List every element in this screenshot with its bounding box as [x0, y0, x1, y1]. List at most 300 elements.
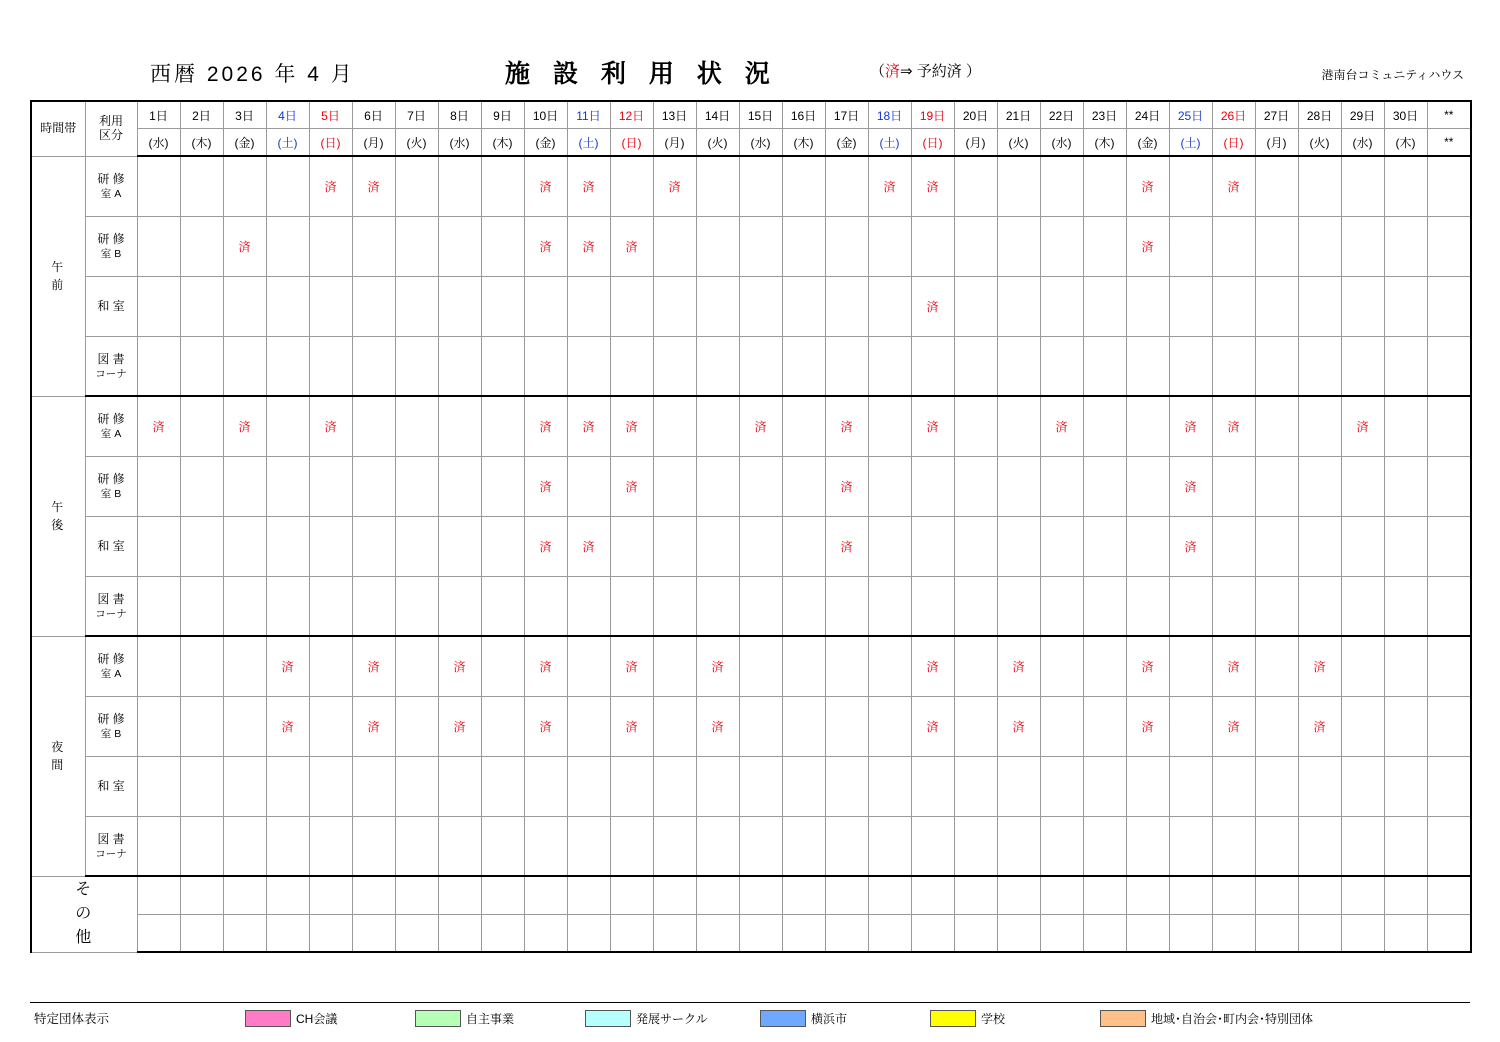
booking-cell[interactable]: [653, 636, 696, 696]
booking-cell[interactable]: [782, 816, 825, 876]
booking-cell[interactable]: [825, 636, 868, 696]
booking-cell[interactable]: [137, 576, 180, 636]
booking-cell[interactable]: [1169, 216, 1212, 276]
booking-cell[interactable]: [1298, 156, 1341, 216]
booking-cell[interactable]: 済: [567, 156, 610, 216]
booking-cell[interactable]: [481, 336, 524, 396]
booking-cell[interactable]: [1255, 696, 1298, 756]
booking-cell[interactable]: [309, 576, 352, 636]
booking-cell[interactable]: 済: [1298, 636, 1341, 696]
booking-cell[interactable]: [610, 156, 653, 216]
other-cell[interactable]: [1083, 876, 1126, 914]
other-cell[interactable]: [1126, 914, 1169, 952]
other-cell[interactable]: [1212, 876, 1255, 914]
other-cell[interactable]: [1040, 914, 1083, 952]
booking-cell[interactable]: [1212, 456, 1255, 516]
other-cell[interactable]: [1040, 876, 1083, 914]
booking-cell[interactable]: [1169, 576, 1212, 636]
booking-cell[interactable]: [997, 576, 1040, 636]
booking-cell[interactable]: [524, 336, 567, 396]
booking-cell[interactable]: [1083, 336, 1126, 396]
booking-cell[interactable]: [911, 216, 954, 276]
booking-cell[interactable]: 済: [352, 156, 395, 216]
booking-cell[interactable]: [653, 696, 696, 756]
booking-cell[interactable]: [567, 576, 610, 636]
booking-cell[interactable]: [1427, 336, 1471, 396]
booking-cell[interactable]: [1255, 816, 1298, 876]
booking-cell[interactable]: [1298, 816, 1341, 876]
booking-cell[interactable]: [266, 336, 309, 396]
booking-cell[interactable]: [1255, 636, 1298, 696]
other-cell[interactable]: [610, 876, 653, 914]
booking-cell[interactable]: [567, 816, 610, 876]
booking-cell[interactable]: [1126, 576, 1169, 636]
booking-cell[interactable]: [696, 396, 739, 456]
booking-cell[interactable]: [954, 696, 997, 756]
booking-cell[interactable]: [997, 516, 1040, 576]
other-cell[interactable]: [782, 876, 825, 914]
booking-cell[interactable]: [438, 156, 481, 216]
booking-cell[interactable]: [954, 336, 997, 396]
booking-cell[interactable]: [825, 156, 868, 216]
booking-cell[interactable]: [1384, 156, 1427, 216]
booking-cell[interactable]: [395, 696, 438, 756]
booking-cell[interactable]: [1212, 576, 1255, 636]
other-cell[interactable]: [438, 876, 481, 914]
booking-cell[interactable]: [1040, 816, 1083, 876]
booking-cell[interactable]: [1298, 396, 1341, 456]
booking-cell[interactable]: [1083, 156, 1126, 216]
other-cell[interactable]: [868, 914, 911, 952]
booking-cell[interactable]: [395, 276, 438, 336]
booking-cell[interactable]: [395, 576, 438, 636]
booking-cell[interactable]: [567, 456, 610, 516]
booking-cell[interactable]: [1169, 156, 1212, 216]
booking-cell[interactable]: [1040, 276, 1083, 336]
booking-cell[interactable]: 済: [137, 396, 180, 456]
booking-cell[interactable]: [266, 756, 309, 816]
other-cell[interactable]: [911, 914, 954, 952]
booking-cell[interactable]: [1427, 516, 1471, 576]
booking-cell[interactable]: [868, 696, 911, 756]
booking-cell[interactable]: [395, 756, 438, 816]
booking-cell[interactable]: [1040, 636, 1083, 696]
booking-cell[interactable]: [1083, 456, 1126, 516]
booking-cell[interactable]: [997, 216, 1040, 276]
booking-cell[interactable]: [1384, 636, 1427, 696]
booking-cell[interactable]: [481, 396, 524, 456]
booking-cell[interactable]: [1341, 696, 1384, 756]
booking-cell[interactable]: [438, 576, 481, 636]
booking-cell[interactable]: [1040, 576, 1083, 636]
booking-cell[interactable]: [1298, 276, 1341, 336]
booking-cell[interactable]: 済: [825, 516, 868, 576]
booking-cell[interactable]: [1384, 276, 1427, 336]
other-cell[interactable]: [137, 914, 180, 952]
booking-cell[interactable]: [911, 336, 954, 396]
other-cell[interactable]: [1083, 914, 1126, 952]
booking-cell[interactable]: [266, 816, 309, 876]
other-cell[interactable]: [1384, 914, 1427, 952]
booking-cell[interactable]: 済: [223, 396, 266, 456]
booking-cell[interactable]: [352, 756, 395, 816]
other-cell[interactable]: [180, 876, 223, 914]
booking-cell[interactable]: [868, 816, 911, 876]
booking-cell[interactable]: [180, 636, 223, 696]
other-cell[interactable]: [1169, 914, 1212, 952]
other-cell[interactable]: [1427, 876, 1471, 914]
booking-cell[interactable]: [997, 396, 1040, 456]
booking-cell[interactable]: [1384, 456, 1427, 516]
other-cell[interactable]: [1341, 876, 1384, 914]
booking-cell[interactable]: [567, 276, 610, 336]
booking-cell[interactable]: [1212, 816, 1255, 876]
booking-cell[interactable]: [1341, 756, 1384, 816]
booking-cell[interactable]: [653, 516, 696, 576]
booking-cell[interactable]: [1427, 396, 1471, 456]
booking-cell[interactable]: [825, 696, 868, 756]
booking-cell[interactable]: [1169, 636, 1212, 696]
booking-cell[interactable]: [481, 276, 524, 336]
booking-cell[interactable]: [1169, 816, 1212, 876]
booking-cell[interactable]: [137, 216, 180, 276]
other-cell[interactable]: [739, 876, 782, 914]
booking-cell[interactable]: [1212, 336, 1255, 396]
booking-cell[interactable]: [954, 576, 997, 636]
booking-cell[interactable]: [782, 396, 825, 456]
booking-cell[interactable]: 済: [610, 456, 653, 516]
booking-cell[interactable]: [180, 156, 223, 216]
booking-cell[interactable]: [567, 636, 610, 696]
booking-cell[interactable]: [309, 756, 352, 816]
booking-cell[interactable]: 済: [1341, 396, 1384, 456]
booking-cell[interactable]: [1384, 396, 1427, 456]
booking-cell[interactable]: [266, 396, 309, 456]
booking-cell[interactable]: [1083, 756, 1126, 816]
booking-cell[interactable]: [696, 816, 739, 876]
booking-cell[interactable]: [1255, 216, 1298, 276]
booking-cell[interactable]: [352, 516, 395, 576]
booking-cell[interactable]: [481, 456, 524, 516]
booking-cell[interactable]: [782, 156, 825, 216]
booking-cell[interactable]: [309, 636, 352, 696]
booking-cell[interactable]: [1427, 216, 1471, 276]
booking-cell[interactable]: [481, 816, 524, 876]
booking-cell[interactable]: [1427, 276, 1471, 336]
booking-cell[interactable]: [782, 756, 825, 816]
other-cell[interactable]: [481, 876, 524, 914]
booking-cell[interactable]: [1384, 576, 1427, 636]
booking-cell[interactable]: [954, 456, 997, 516]
booking-cell[interactable]: [954, 516, 997, 576]
booking-cell[interactable]: 済: [1212, 396, 1255, 456]
booking-cell[interactable]: [1384, 336, 1427, 396]
booking-cell[interactable]: [954, 636, 997, 696]
booking-cell[interactable]: 済: [610, 636, 653, 696]
booking-cell[interactable]: [352, 276, 395, 336]
booking-cell[interactable]: [1212, 516, 1255, 576]
booking-cell[interactable]: 済: [1212, 156, 1255, 216]
booking-cell[interactable]: [352, 216, 395, 276]
booking-cell[interactable]: [1427, 756, 1471, 816]
booking-cell[interactable]: [1083, 576, 1126, 636]
other-cell[interactable]: [309, 876, 352, 914]
booking-cell[interactable]: [739, 156, 782, 216]
booking-cell[interactable]: 済: [1126, 156, 1169, 216]
booking-cell[interactable]: [825, 756, 868, 816]
booking-cell[interactable]: 済: [524, 396, 567, 456]
booking-cell[interactable]: [1126, 396, 1169, 456]
booking-cell[interactable]: [1169, 336, 1212, 396]
booking-cell[interactable]: [180, 396, 223, 456]
booking-cell[interactable]: [1083, 396, 1126, 456]
booking-cell[interactable]: [481, 516, 524, 576]
booking-cell[interactable]: [223, 816, 266, 876]
booking-cell[interactable]: [825, 816, 868, 876]
booking-cell[interactable]: [524, 756, 567, 816]
booking-cell[interactable]: [395, 396, 438, 456]
booking-cell[interactable]: [438, 756, 481, 816]
other-cell[interactable]: [266, 914, 309, 952]
booking-cell[interactable]: [1169, 696, 1212, 756]
booking-cell[interactable]: 済: [610, 696, 653, 756]
booking-cell[interactable]: [223, 336, 266, 396]
other-cell[interactable]: [1212, 914, 1255, 952]
booking-cell[interactable]: [438, 396, 481, 456]
booking-cell[interactable]: [266, 276, 309, 336]
booking-cell[interactable]: [1427, 696, 1471, 756]
booking-cell[interactable]: 済: [1298, 696, 1341, 756]
booking-cell[interactable]: [954, 216, 997, 276]
booking-cell[interactable]: 済: [1126, 216, 1169, 276]
booking-cell[interactable]: [868, 576, 911, 636]
booking-cell[interactable]: 済: [911, 156, 954, 216]
booking-cell[interactable]: [1126, 816, 1169, 876]
booking-cell[interactable]: [1384, 216, 1427, 276]
booking-cell[interactable]: 済: [524, 156, 567, 216]
booking-cell[interactable]: [782, 276, 825, 336]
booking-cell[interactable]: 済: [739, 396, 782, 456]
booking-cell[interactable]: [1298, 216, 1341, 276]
booking-cell[interactable]: [1126, 516, 1169, 576]
booking-cell[interactable]: [782, 336, 825, 396]
booking-cell[interactable]: [868, 216, 911, 276]
booking-cell[interactable]: [739, 456, 782, 516]
booking-cell[interactable]: [782, 216, 825, 276]
other-cell[interactable]: [1298, 876, 1341, 914]
booking-cell[interactable]: [696, 516, 739, 576]
booking-cell[interactable]: 済: [911, 636, 954, 696]
booking-cell[interactable]: 済: [911, 276, 954, 336]
booking-cell[interactable]: [1040, 756, 1083, 816]
booking-cell[interactable]: [610, 516, 653, 576]
booking-cell[interactable]: [1341, 516, 1384, 576]
booking-cell[interactable]: [1341, 576, 1384, 636]
booking-cell[interactable]: [1040, 216, 1083, 276]
booking-cell[interactable]: [696, 336, 739, 396]
booking-cell[interactable]: [868, 516, 911, 576]
other-cell[interactable]: [438, 914, 481, 952]
booking-cell[interactable]: [653, 216, 696, 276]
booking-cell[interactable]: [954, 756, 997, 816]
other-cell[interactable]: [524, 876, 567, 914]
booking-cell[interactable]: [266, 216, 309, 276]
booking-cell[interactable]: [610, 816, 653, 876]
other-cell[interactable]: [954, 914, 997, 952]
booking-cell[interactable]: [696, 216, 739, 276]
booking-cell[interactable]: 済: [567, 396, 610, 456]
booking-cell[interactable]: [1169, 276, 1212, 336]
booking-cell[interactable]: 済: [911, 396, 954, 456]
booking-cell[interactable]: 済: [524, 456, 567, 516]
booking-cell[interactable]: [180, 456, 223, 516]
booking-cell[interactable]: [739, 756, 782, 816]
other-cell[interactable]: [524, 914, 567, 952]
booking-cell[interactable]: [1298, 336, 1341, 396]
booking-cell[interactable]: 済: [696, 636, 739, 696]
booking-cell[interactable]: [1083, 636, 1126, 696]
booking-cell[interactable]: [309, 816, 352, 876]
booking-cell[interactable]: [739, 336, 782, 396]
booking-cell[interactable]: [1384, 816, 1427, 876]
booking-cell[interactable]: [997, 456, 1040, 516]
booking-cell[interactable]: [438, 216, 481, 276]
other-cell[interactable]: [266, 876, 309, 914]
booking-cell[interactable]: [739, 516, 782, 576]
booking-cell[interactable]: [309, 276, 352, 336]
booking-cell[interactable]: 済: [266, 696, 309, 756]
booking-cell[interactable]: [825, 576, 868, 636]
booking-cell[interactable]: [911, 816, 954, 876]
booking-cell[interactable]: [481, 756, 524, 816]
booking-cell[interactable]: [1427, 156, 1471, 216]
booking-cell[interactable]: [868, 276, 911, 336]
booking-cell[interactable]: [739, 696, 782, 756]
booking-cell[interactable]: [1341, 456, 1384, 516]
booking-cell[interactable]: [868, 756, 911, 816]
booking-cell[interactable]: [911, 576, 954, 636]
booking-cell[interactable]: 済: [825, 456, 868, 516]
booking-cell[interactable]: [180, 276, 223, 336]
booking-cell[interactable]: [1341, 636, 1384, 696]
other-cell[interactable]: [696, 876, 739, 914]
booking-cell[interactable]: [352, 816, 395, 876]
booking-cell[interactable]: [180, 516, 223, 576]
other-cell[interactable]: [653, 914, 696, 952]
booking-cell[interactable]: [137, 516, 180, 576]
booking-cell[interactable]: [610, 756, 653, 816]
booking-cell[interactable]: 済: [1169, 396, 1212, 456]
other-cell[interactable]: [868, 876, 911, 914]
booking-cell[interactable]: [1255, 756, 1298, 816]
booking-cell[interactable]: 済: [610, 396, 653, 456]
booking-cell[interactable]: [1298, 516, 1341, 576]
booking-cell[interactable]: [1384, 756, 1427, 816]
booking-cell[interactable]: [137, 456, 180, 516]
other-cell[interactable]: [610, 914, 653, 952]
booking-cell[interactable]: 済: [223, 216, 266, 276]
booking-cell[interactable]: [1040, 156, 1083, 216]
booking-cell[interactable]: 済: [997, 696, 1040, 756]
booking-cell[interactable]: [954, 816, 997, 876]
booking-cell[interactable]: 済: [309, 396, 352, 456]
booking-cell[interactable]: [223, 756, 266, 816]
booking-cell[interactable]: [1083, 216, 1126, 276]
booking-cell[interactable]: 済: [524, 636, 567, 696]
booking-cell[interactable]: [266, 516, 309, 576]
booking-cell[interactable]: 済: [438, 636, 481, 696]
booking-cell[interactable]: 済: [567, 216, 610, 276]
booking-cell[interactable]: [696, 576, 739, 636]
booking-cell[interactable]: 済: [524, 516, 567, 576]
other-cell[interactable]: [954, 876, 997, 914]
booking-cell[interactable]: [653, 276, 696, 336]
booking-cell[interactable]: 済: [825, 396, 868, 456]
booking-cell[interactable]: [1255, 456, 1298, 516]
booking-cell[interactable]: [954, 156, 997, 216]
booking-cell[interactable]: [137, 336, 180, 396]
booking-cell[interactable]: 済: [997, 636, 1040, 696]
booking-cell[interactable]: [266, 156, 309, 216]
booking-cell[interactable]: 済: [567, 516, 610, 576]
booking-cell[interactable]: [223, 276, 266, 336]
booking-cell[interactable]: [352, 576, 395, 636]
booking-cell[interactable]: 済: [1212, 696, 1255, 756]
booking-cell[interactable]: [180, 816, 223, 876]
booking-cell[interactable]: 済: [653, 156, 696, 216]
booking-cell[interactable]: 済: [696, 696, 739, 756]
other-cell[interactable]: [1169, 876, 1212, 914]
booking-cell[interactable]: [352, 396, 395, 456]
other-cell[interactable]: [1126, 876, 1169, 914]
other-cell[interactable]: [1255, 914, 1298, 952]
booking-cell[interactable]: [610, 276, 653, 336]
booking-cell[interactable]: [438, 816, 481, 876]
booking-cell[interactable]: [1427, 816, 1471, 876]
booking-cell[interactable]: [395, 516, 438, 576]
other-cell[interactable]: [1255, 876, 1298, 914]
booking-cell[interactable]: [782, 636, 825, 696]
booking-cell[interactable]: [997, 276, 1040, 336]
other-cell[interactable]: [1341, 914, 1384, 952]
booking-cell[interactable]: [180, 216, 223, 276]
other-cell[interactable]: [1384, 876, 1427, 914]
booking-cell[interactable]: [1341, 216, 1384, 276]
other-cell[interactable]: [395, 876, 438, 914]
booking-cell[interactable]: [309, 456, 352, 516]
booking-cell[interactable]: [868, 396, 911, 456]
booking-cell[interactable]: [395, 156, 438, 216]
other-cell[interactable]: [911, 876, 954, 914]
booking-cell[interactable]: 済: [1169, 516, 1212, 576]
booking-cell[interactable]: [1126, 276, 1169, 336]
booking-cell[interactable]: [395, 816, 438, 876]
other-cell[interactable]: [782, 914, 825, 952]
booking-cell[interactable]: [438, 336, 481, 396]
booking-cell[interactable]: [1298, 576, 1341, 636]
booking-cell[interactable]: [137, 276, 180, 336]
booking-cell[interactable]: [309, 336, 352, 396]
booking-cell[interactable]: [911, 756, 954, 816]
booking-cell[interactable]: [223, 516, 266, 576]
booking-cell[interactable]: [653, 456, 696, 516]
booking-cell[interactable]: [1298, 756, 1341, 816]
booking-cell[interactable]: [739, 576, 782, 636]
other-cell[interactable]: [825, 876, 868, 914]
booking-cell[interactable]: [1427, 636, 1471, 696]
booking-cell[interactable]: 済: [352, 696, 395, 756]
booking-cell[interactable]: [309, 216, 352, 276]
